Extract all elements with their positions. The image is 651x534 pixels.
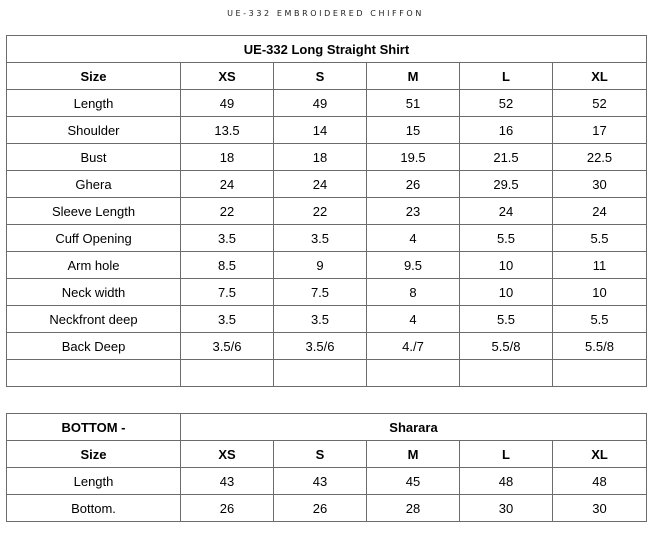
table-cell: 13.5 <box>181 117 274 144</box>
table-cell: 3.5 <box>181 306 274 333</box>
table-cell: 9 <box>274 252 367 279</box>
table-cell: 22 <box>274 198 367 225</box>
empty-cell <box>7 360 181 387</box>
column-header-size: Size <box>7 441 181 468</box>
table-cell: 22.5 <box>553 144 647 171</box>
table-cell: 30 <box>460 495 553 522</box>
table-cell: 5.5/8 <box>460 333 553 360</box>
table-cell: 7.5 <box>274 279 367 306</box>
table-cell: 5.5 <box>553 306 647 333</box>
table-cell: 43 <box>274 468 367 495</box>
table-cell: 4 <box>367 306 460 333</box>
table-cell: 11 <box>553 252 647 279</box>
table-row <box>7 333 647 360</box>
table-cell: 22 <box>181 198 274 225</box>
table-cell: 48 <box>553 468 647 495</box>
row-label: Arm hole <box>7 252 181 279</box>
table-cell: 52 <box>460 90 553 117</box>
table-cell: 14 <box>274 117 367 144</box>
table-cell: 48 <box>460 468 553 495</box>
column-header-size: Size <box>7 63 181 90</box>
table-cell: 26 <box>367 171 460 198</box>
table-cell: 10 <box>460 252 553 279</box>
table-cell: 17 <box>553 117 647 144</box>
table-cell: 5.5 <box>553 225 647 252</box>
table-row <box>7 171 647 198</box>
table-cell: 10 <box>553 279 647 306</box>
table-cell: 26 <box>274 495 367 522</box>
table-cell: 28 <box>367 495 460 522</box>
row-label: Ghera <box>7 171 181 198</box>
table-cell: 4./7 <box>367 333 460 360</box>
table-cell: 5.5/8 <box>553 333 647 360</box>
table-cell: 3.5/6 <box>181 333 274 360</box>
table-cell: 10 <box>460 279 553 306</box>
empty-row <box>7 360 647 387</box>
table-cell: 23 <box>367 198 460 225</box>
table-cell: 3.5 <box>274 225 367 252</box>
empty-cell <box>553 360 647 387</box>
table-row <box>7 90 647 117</box>
bottom-title-row <box>7 414 647 441</box>
table-row <box>7 279 647 306</box>
row-label: Length <box>7 468 181 495</box>
shirt-header-row <box>7 63 647 90</box>
table-cell: 24 <box>181 171 274 198</box>
table-row <box>7 198 647 225</box>
spacer-cell <box>7 387 647 414</box>
table-cell: 24 <box>274 171 367 198</box>
table-row <box>7 495 647 522</box>
empty-cell <box>460 360 553 387</box>
row-label: Bottom. <box>7 495 181 522</box>
table-cell: 8 <box>367 279 460 306</box>
table-row <box>7 117 647 144</box>
bottom-style-name: Sharara <box>181 414 647 441</box>
spacer-row <box>7 387 647 414</box>
table-row <box>7 144 647 171</box>
column-header-xs: XS <box>181 63 274 90</box>
table-row <box>7 306 647 333</box>
table-cell: 30 <box>553 495 647 522</box>
table-cell: 9.5 <box>367 252 460 279</box>
column-header-l: L <box>460 441 553 468</box>
table-cell: 3.5/6 <box>274 333 367 360</box>
empty-cell <box>274 360 367 387</box>
table-cell: 18 <box>274 144 367 171</box>
table-cell: 3.5 <box>181 225 274 252</box>
table-cell: 51 <box>367 90 460 117</box>
table-cell: 45 <box>367 468 460 495</box>
table-cell: 5.5 <box>460 225 553 252</box>
table-cell: 29.5 <box>460 171 553 198</box>
table-cell: 49 <box>274 90 367 117</box>
column-header-l: L <box>460 63 553 90</box>
row-label: Sleeve Length <box>7 198 181 225</box>
row-label: Neckfront deep <box>7 306 181 333</box>
table-row <box>7 468 647 495</box>
table-cell: 16 <box>460 117 553 144</box>
row-label: Bust <box>7 144 181 171</box>
column-header-xl: XL <box>553 441 647 468</box>
table-cell: 30 <box>553 171 647 198</box>
table-cell: 15 <box>367 117 460 144</box>
table-cell: 8.5 <box>181 252 274 279</box>
table-row <box>7 252 647 279</box>
row-label: Shoulder <box>7 117 181 144</box>
table-cell: 24 <box>460 198 553 225</box>
table-cell: 4 <box>367 225 460 252</box>
table-cell: 43 <box>181 468 274 495</box>
bottom-section-label: BOTTOM - <box>7 414 181 441</box>
column-header-s: S <box>274 63 367 90</box>
table-cell: 19.5 <box>367 144 460 171</box>
table-cell: 5.5 <box>460 306 553 333</box>
size-chart-sheet <box>6 35 647 522</box>
table-row <box>7 225 647 252</box>
page-title: UE-332 EMBROIDERED CHIFFON <box>227 9 424 18</box>
column-header-s: S <box>274 441 367 468</box>
table-cell: 52 <box>553 90 647 117</box>
table-cell: 7.5 <box>181 279 274 306</box>
table-cell: 3.5 <box>274 306 367 333</box>
table-cell: 26 <box>181 495 274 522</box>
column-header-m: M <box>367 441 460 468</box>
row-label: Length <box>7 90 181 117</box>
column-header-xs: XS <box>181 441 274 468</box>
bottom-header-row <box>7 441 647 468</box>
row-label: Cuff Opening <box>7 225 181 252</box>
table-cell: 49 <box>181 90 274 117</box>
empty-cell <box>367 360 460 387</box>
shirt-table-title: UE-332 Long Straight Shirt <box>7 36 647 63</box>
empty-cell <box>181 360 274 387</box>
row-label: Neck width <box>7 279 181 306</box>
table-cell: 18 <box>181 144 274 171</box>
row-label: Back Deep <box>7 333 181 360</box>
column-header-m: M <box>367 63 460 90</box>
table-cell: 24 <box>553 198 647 225</box>
column-header-xl: XL <box>553 63 647 90</box>
shirt-title-row <box>7 36 647 63</box>
table-cell: 21.5 <box>460 144 553 171</box>
